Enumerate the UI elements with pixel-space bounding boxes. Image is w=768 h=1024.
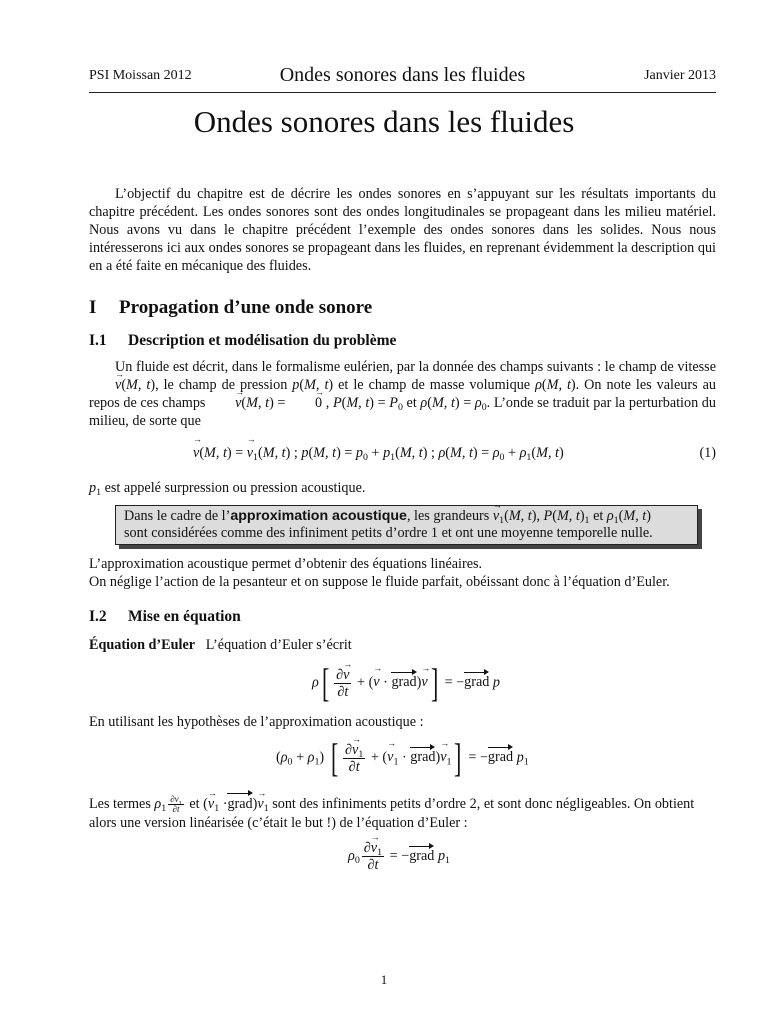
document-title: Ondes sonores dans les fluides xyxy=(193,104,575,139)
second-order-terms-paragraph: Les termes $\rho_1$ $\frac{\partial v_1}{\partial t}$ et (→ $v_1$ ·grad)→ $v_1$ sont des infiniments petits d’ordre 2, et sont donc négligeables. On obtient alors une version linéarisée (c’était le but !) de l’équation d’Euler : xyxy=(89,795,716,832)
page-number: 1 xyxy=(380,972,388,987)
subsection-heading-2 xyxy=(89,608,241,626)
section-title: Propagation d’une onde sonore xyxy=(119,297,373,318)
subsection-title: Mise en équation xyxy=(128,608,241,625)
subsection-number: I.1 xyxy=(89,332,107,349)
euler-label: Équation d’Euler xyxy=(89,637,196,653)
perfect-fluid-note: On néglige l’action de la pesanteur et on suppose le fluide parfait, obéissant donc à l’équation d’Euler. xyxy=(89,574,670,590)
surpression-definition: $p_1$ est appelé surpression ou pression acoustique. xyxy=(89,480,366,498)
box-highlight: approximation acoustique xyxy=(230,508,407,524)
equation-euler-linearized: $\rho_0$ $\frac{\partial\to v_1}{\partial t}$ = −grad $p_1$ xyxy=(348,840,450,873)
section-number: I xyxy=(89,297,97,318)
running-header xyxy=(89,64,716,93)
subsection-number: I.2 xyxy=(89,608,107,625)
header-center: Ondes sonores dans les fluides xyxy=(279,64,526,86)
equation-euler-acoustic: $(\rho_0 + \rho_1)$ [ $\frac{\partial\to v_1}{\partial t}$ + (→ $v_1$ · grad)→ $v_1$] = −grad $p_1$ xyxy=(276,738,529,778)
acoustic-approximation-box: Dans le cadre de l’approximation acoustique, les grandeurs → $v_1(M$, t), P(M, $t)_1$ et $\rho_1(M$, t) sont considérées comme des infiniment petits d’ordre 1 et ont une moyenne temporelle nulle. xyxy=(115,505,698,545)
intro-paragraph: L’objectif du chapitre est de décrire les ondes sonores en s’appuyant sur les résultats importants du chapitre précédent. Les ondes sonores sont des ondes longitudinales se propageant dans les milieu matériel. Nous avons vu dans le chapitre précédent l’exemple des ondes sonores dans les solides. Nous nous intéresserons ici aux ondes sonores se propageant dans les fluides, en reprenant évidemment la description qui en a été faite en mécanique des fluides. xyxy=(89,186,716,274)
section-heading xyxy=(89,297,372,319)
header-left: PSI Moissan 2012 xyxy=(89,68,192,83)
equation-euler: ρ[ $\frac{\partial\to v}{\partial t}$ + (→ v · grad)→ v] = −grad p xyxy=(312,663,500,703)
linear-equations-note: L’approximation acoustique permet d’obtenir des équations linéaires. xyxy=(89,556,483,572)
hypotheses-text: En utilisant les hypothèses de l’approximation acoustique : xyxy=(89,714,424,730)
subsection-heading-1 xyxy=(89,332,396,350)
subsection-title: Description et modélisation du problème xyxy=(128,332,397,349)
fluid-description-paragraph: Un fluide est décrit, dans le formalisme eulérien, par la donnée des champs suivants : le champ de vitesse → v(M, t), le champ de pression p(M, t) et le champ de masse volumique ρ(M, t). On note les valeurs au repos de ces champs → v(M, t) = → 0 , P(M, $t) = P_0$ et ρ(M, $t) = \rho_0$. L’onde se traduit par la perturbation du milieu, de sorte que xyxy=(89,358,716,430)
euler-paragraph: Équation d’Euler L’équation d’Euler s’écrit xyxy=(89,637,352,653)
equation-perturbation: → v(M, t) = → $v_1(M$, t) ; p(M, $t) = p_0 + p_1(M$, t) ; ρ(M, $t) = \rho_0 + \rho_1(M$, t) xyxy=(193,445,564,462)
equation-number: (1) xyxy=(699,445,716,461)
header-right: Janvier 2013 xyxy=(644,68,716,83)
